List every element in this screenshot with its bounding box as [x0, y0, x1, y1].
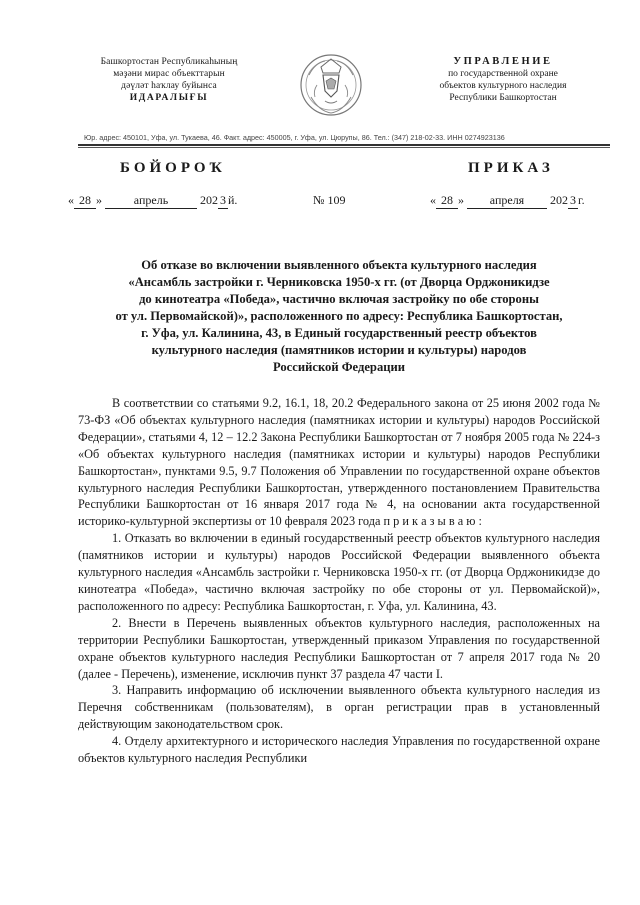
date-right-year-suffix: 3	[570, 193, 576, 207]
date-left: « 28 » апрель 202 3 й.	[68, 193, 238, 207]
coat-of-arms-icon	[295, 45, 367, 125]
date-right-day: 28	[436, 193, 458, 209]
date-left-month: апрель	[105, 193, 197, 209]
header-address: Юр. адрес: 450101, Уфа, ул. Тукаева, 46. Факт. адрес: 450005, г. Уфа, ул. Цюрупы, 86. Тел.: (347) 218-02-33. ИНН 0274923136	[84, 133, 505, 142]
header-left-line-2: мәҙәни мирас объекттарын	[113, 69, 225, 79]
header-right-line-2: объектов культурного наследия	[439, 81, 567, 91]
paragraph-item-4: 4. Отделу архитектурного и исторического наследия Управления по государственной охране объектов культурного наследия Республики	[78, 734, 600, 766]
date-right-year-prefix: 202	[550, 193, 568, 207]
order-number-value: 109	[327, 193, 346, 207]
date-right-month: апреля	[467, 193, 547, 209]
title-line-1: Об отказе во включении выявленного объекта культурного наследия	[141, 258, 537, 272]
date-left-year-prefix: 202	[200, 193, 218, 207]
header-right-line-1: по государственной охране	[448, 69, 558, 79]
paragraph-item-1: 1. Отказать во включении в единый государственный реестр объектов культурного наследия (памятников истории и культуры) народов Российской Федерации выявленного объекта культурного наследия «Ансамбль застройки г. Черниковска 1950-х гг. (от Дворца Орджоникидзе до кинотеатра «Победа», частично включая застройку по обе стороны от ул. Первомайской)», расположенного по адресу: Республика Башкортостан, г. Уфа, ул. Калинина, 43.	[78, 531, 600, 613]
header-right-line-3: Республики Башкортостан	[449, 93, 557, 103]
paragraph-item-3: 3. Направить информацию об исключении выявленного объекта культурного наследия из Перечня собственникам (пользователям), в орган регистрации прав в установленный действующим законодательством срок.	[78, 683, 600, 732]
header-divider-thin	[78, 147, 610, 148]
document-body	[78, 395, 600, 767]
doc-type-russian: ПРИКАЗ	[468, 160, 554, 176]
title-line-4: от ул. Первомайской)», расположенного по адресу: Республика Башкортостан,	[115, 309, 563, 323]
order-number-label: №	[313, 193, 325, 207]
title-line-2: «Ансамбль застройки г. Черниковска 1950-х гг. (от Дворца Орджоникидзе	[128, 275, 550, 289]
title-line-7: Российской Федерации	[272, 360, 406, 374]
header-right-block	[408, 56, 598, 104]
paragraph-item-2: 2. Внести в Перечень выявленных объектов культурного наследия, расположенных на территории Республики Башкортостан, утвержденный приказом Управления по государственной охране объектов культурного наследия Республики Башкортостан от 7 апреля 2017 года № 20 (далее - Перечень), изменение, исключив пункт 37 раздела 47 части I.	[78, 615, 600, 681]
title-line-3: до кинотеатра «Победа», частично включая застройку по обе стороны	[139, 292, 539, 306]
order-number	[313, 193, 345, 208]
header-left-block	[64, 56, 274, 104]
header-left-line-3: дәүләт һаҡлау буйынса	[121, 81, 217, 91]
header-left-org: ИДАРАЛЫҒЫ	[129, 93, 209, 103]
paragraph-preamble: В соответствии со статьями 9.2, 16.1, 18, 20.2 Федерального закона от 25 июня 2002 года № 73-ФЗ «Об объектах культурного наследия (памятниках истории и культуры) народов Российской Федерации», статьями 4, 12 – 12.2 Закона Республики Башкортостан от 7 ноября 2005 года № 224-з «Об объектах культурного наследия (памятниках истории и культуры) народов Республики Башкортостан», пунктами 9.5, 9.7 Положения об Управлении по государственной охране объектов культурного наследия Республики Башкортостан, утвержденного постановлением Правительства Республики Башкортостан от 16 января 2017 года № 4, на основании акта государственной историко-культурной экспертизы от 10 февраля 2023 года п р и к а з ы в а ю :	[78, 396, 600, 529]
document-title	[78, 257, 600, 376]
date-right: « 28 » апреля 202 3 г.	[430, 193, 585, 207]
date-left-day: 28	[74, 193, 96, 209]
header-left-line-1: Башкортостан Республикаһының	[100, 57, 238, 67]
title-line-5: г. Уфа, ул. Калинина, 43, в Единый государственный реестр объектов	[141, 326, 537, 340]
doc-type-bashkir: БОЙОРОҠ	[120, 160, 226, 176]
header-divider	[78, 144, 610, 146]
header-right-title: УПРАВЛЕНИЕ	[453, 56, 553, 67]
date-left-year-suffix: 3	[220, 193, 226, 207]
title-line-6: культурного наследия (памятников истории и культуры) народов	[151, 343, 527, 357]
